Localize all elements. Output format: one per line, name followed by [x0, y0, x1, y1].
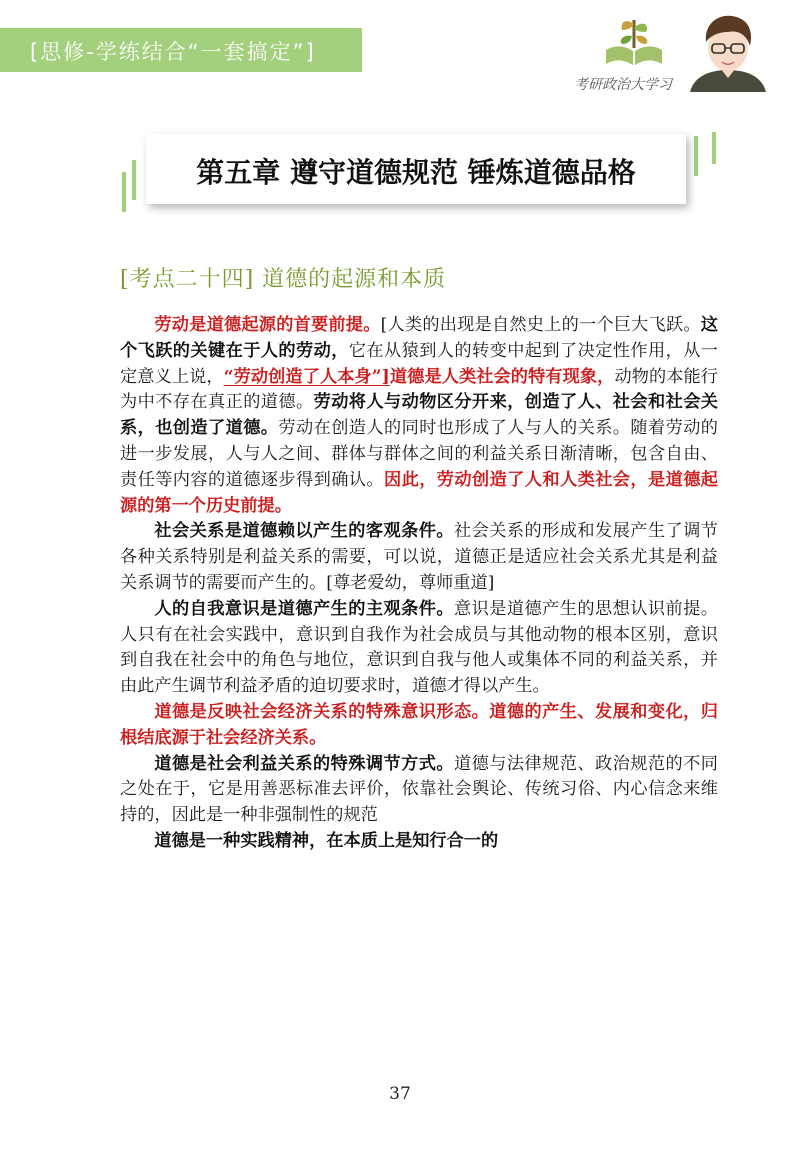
- paragraph-4: [120, 700, 718, 752]
- chapter-title: 第五章 遵守道德规范 锤炼道德品格: [196, 156, 636, 189]
- page-number: 37: [389, 1084, 411, 1104]
- chapter-title-box: [146, 134, 686, 204]
- brand-caption: 考研政治大学习: [574, 77, 672, 93]
- text-segment: 道德是社会利益关系的特殊调节方式。: [154, 753, 455, 774]
- text-segment: [人类的出现是自然史上的一个巨大飞跃。: [380, 315, 701, 335]
- text-segment: 道德是一种实践精神，在本质上是知行合一的: [154, 830, 499, 851]
- text-segment: 道德是人类社会的特有现象，: [389, 366, 615, 387]
- text-segment: 动物的本能行为中不存在真正的道德。: [120, 366, 718, 413]
- text-segment: 劳动将人与动物区分开来，创造了人、社会和社会关系，也创造了道德。: [120, 392, 718, 439]
- section-title: [考点二十四] 道德的起源和本质: [120, 267, 447, 292]
- avatar-icon: [680, 8, 776, 92]
- header-banner: [0, 28, 362, 72]
- text-segment: 劳动在创造人的同时也形成了人与人的关系。随着劳动的进一步发展，人与人之间、群体与群体之间的利益关系日渐清晰，包含自由、责任等内容的道德逐步得到确认。: [120, 418, 718, 490]
- book-plant-logo-icon: [594, 14, 674, 72]
- text-segment: 这个飞跃的关键在于人的劳动，: [120, 315, 718, 361]
- text-segment: 道德与法律规范、政治规范的不同之处在于，它是用善恶标准去评价，依靠社会舆论、传统习俗、内心信念来维持的，因此是一种非强制性的规范: [120, 753, 718, 826]
- text-segment: 道德是反映社会经济关系的特殊意识形态。道德的产生、发展和变化，归根结底源于社会经济关系。: [120, 701, 718, 748]
- paragraph-2: [120, 519, 718, 596]
- body-text: [120, 313, 718, 855]
- text-segment: 社会关系是道德赖以产生的客观条件。: [154, 521, 455, 542]
- banner-text: [思修-学练结合“一套搞定”]: [30, 40, 316, 64]
- text-segment: 它在从猿到人的转变中起到了决定性作用，从一定意义上说，: [120, 340, 718, 387]
- text-segment: 社会关系的形成和发展产生了调节各种关系特别是利益关系的需要，可以说，道德正是适应社会关系尤其是利益关系调节的需要而产生的。[尊老爱幼，尊师重道]: [120, 521, 718, 593]
- text-segment: 意识是道德产生的思想认识前提。人只有在社会实践中，意识到自我作为社会成员与其他动物的根本区别，意识到自我在社会中的角色与地位，意识到自我与他人或集体不同的利益关系，并由此产生调节利益矛盾的迫切要求时，道德才得以产生。: [120, 598, 718, 697]
- paragraph-5: [120, 752, 718, 829]
- paragraph-3: [120, 597, 718, 700]
- text-segment: “劳动创造了人本身”]: [223, 366, 390, 387]
- paragraph-6: [120, 829, 718, 855]
- text-segment: 人的自我意识是道德产生的主观条件。: [154, 598, 455, 619]
- text-segment: 因此，劳动创造了人和人类社会，是道德起源的第一个历史前提。: [120, 469, 718, 516]
- paragraph-1: [120, 313, 718, 519]
- text-segment: 劳动是道德起源的首要前提。: [154, 315, 381, 335]
